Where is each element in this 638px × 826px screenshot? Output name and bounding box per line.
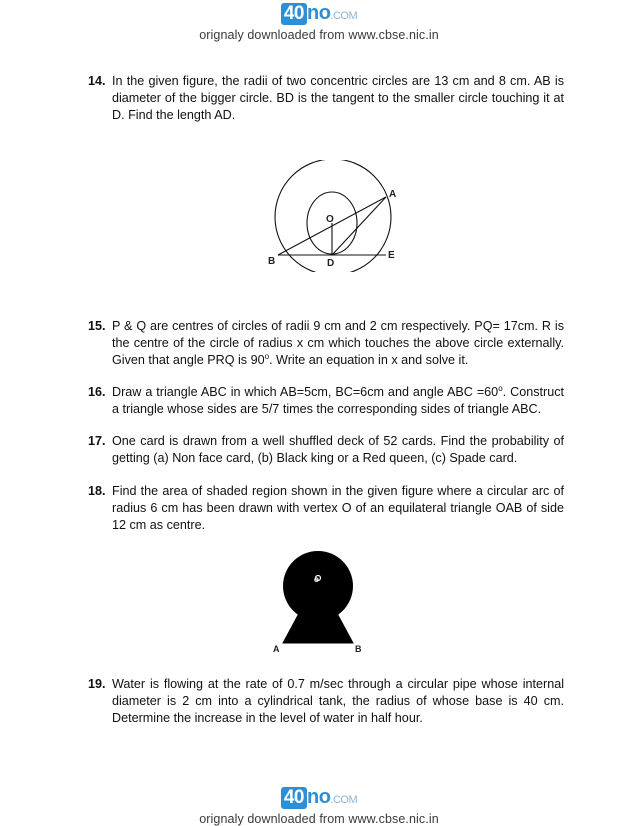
question-17 [88, 433, 564, 467]
segment-ad [332, 197, 386, 255]
question-19 [88, 676, 564, 727]
label-a: A [389, 189, 397, 200]
question-15 [88, 318, 564, 369]
label-b: B [355, 644, 362, 654]
label-o: o [314, 575, 319, 584]
logo-domain: .COM [330, 794, 358, 806]
logo-text: no [306, 2, 331, 24]
label-o: O [326, 214, 334, 225]
question-16 [88, 384, 564, 418]
question-14 [88, 73, 564, 124]
logo-box: 40 [281, 787, 307, 809]
question-18 [88, 483, 564, 534]
shaded-region-figure [270, 548, 370, 654]
question-number: 15. [88, 319, 106, 333]
label-a: A [273, 644, 280, 654]
concentric-circles-figure [262, 160, 412, 272]
logo-mark [281, 2, 357, 27]
label-b: B [268, 256, 276, 267]
question-number: 17. [88, 434, 106, 448]
header-logo [0, 2, 638, 42]
question-number: 14. [88, 74, 106, 88]
question-text: In the given figure, the radii of two concentric circles are 13 cm and 8 cm. AB is diameter of the bigger circle. BD is the tangent to the smaller circle touching it at D. Find the length AD. [112, 74, 564, 122]
logo-text: no [306, 786, 331, 808]
footer-logo [0, 786, 638, 826]
question-number: 19. [88, 677, 106, 691]
logo-domain: .COM [330, 10, 358, 22]
question-text: P & Q are centres of circles of radii 9 cm and 2 cm respectively. PQ= 17cm. R is the centre of the circle of radius x cm which touches the above circle externally. Given that angle PRQ is 90$^o$. Write an equation in x and solve it. [112, 319, 564, 367]
question-number: 16. [88, 385, 106, 399]
question-number: 18. [88, 484, 106, 498]
question-text: Find the area of shaded region shown in the given figure where a circular arc of radius 6 cm has been drawn with vertex O of an equilateral triangle OAB of side 12 cm as centre. [112, 484, 564, 532]
question-text: One card is drawn from a well shuffled deck of 52 cards. Find the probability of getting (a) Non face card, (b) Black king or a Red queen, (c) Spade card. [112, 434, 564, 465]
label-e: E [388, 250, 395, 261]
logo-box: 40 [281, 3, 307, 25]
question-text: Water is flowing at the rate of 0.7 m/sec through a circular pipe whose internal diameter is 2 cm into a cylindrical tank, the radius of whose base is 40 cm. Determine the increase in the level of water in half hour. [112, 677, 564, 725]
footer-source-line: orignaly downloaded from www.cbse.nic.in [199, 812, 439, 826]
header-source-line: orignaly downloaded from www.cbse.nic.in [199, 28, 439, 42]
logo-mark [281, 786, 357, 811]
label-d: D [327, 258, 335, 269]
question-text: Draw a triangle ABC in which AB=5cm, BC=6cm and angle ABC $=60^o$. Construct a triangle whose sides are 5/7 times the corresponding sides of triangle ABC. [112, 383, 565, 416]
